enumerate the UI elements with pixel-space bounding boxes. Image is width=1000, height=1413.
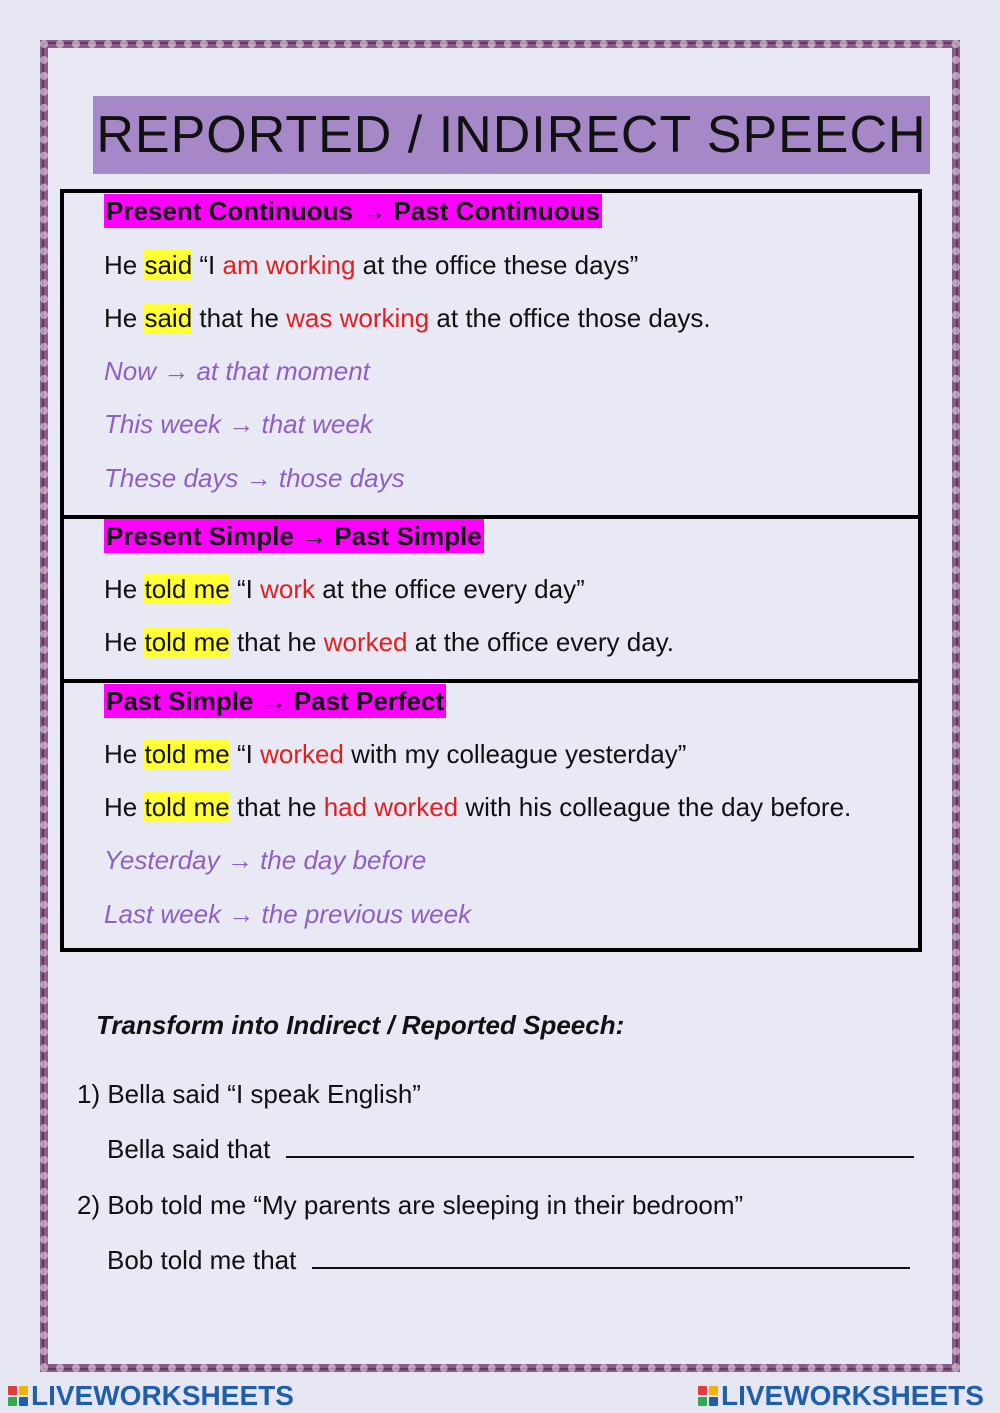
time-expression-note: Now → at that moment (104, 356, 370, 386)
reporting-verb: said (144, 250, 193, 280)
liveworksheets-logo-left[interactable]: LIVEWORKSHEETS (8, 1380, 294, 1412)
section-heading (104, 521, 484, 552)
liveworksheets-logo-right[interactable]: LIVEWORKSHEETS (698, 1380, 984, 1412)
reported-speech-example: He told me that he worked at the office every day. (104, 627, 674, 657)
time-expression-note: These days → those days (104, 463, 405, 493)
time-expression-note: This week → that week (104, 409, 373, 439)
exercise-question-2: 2) Bob told me “My parents are sleeping in their bedroom” (77, 1190, 744, 1220)
direct-speech-example: He told me “I work at the office every day” (104, 574, 585, 604)
answer-prefix: Bella said that (107, 1134, 271, 1164)
rule-heading: Present Continuous → Past Continuous (106, 196, 601, 226)
section-heading (104, 196, 602, 227)
liveworksheets-mark-icon (8, 1386, 28, 1406)
page-title (93, 96, 930, 174)
time-expression-note: Last week → the previous week (104, 899, 472, 929)
reporting-verb: told me (144, 574, 230, 604)
reporting-verb: told me (144, 739, 230, 769)
tense-verb: worked (260, 739, 344, 769)
exercise-answer-row-2 (107, 1245, 910, 1276)
exercise-answer-row-1 (107, 1134, 914, 1165)
reporting-verb: told me (144, 792, 230, 822)
rule-heading: Present Simple → Past Simple (106, 521, 482, 551)
reporting-verb: told me (144, 627, 230, 657)
time-expression-note: Yesterday → the day before (104, 845, 427, 875)
page-title-text: REPORTED / INDIRECT SPEECH (96, 106, 927, 164)
tense-verb: had worked (323, 792, 459, 822)
answer-blank-1[interactable] (286, 1134, 914, 1158)
tense-verb: worked (323, 627, 408, 657)
answer-prefix: Bob told me that (107, 1245, 297, 1275)
tense-verb: work (260, 574, 315, 604)
direct-speech-example: He said “I am working at the office these days” (104, 250, 639, 280)
tense-verb: was working (286, 303, 430, 333)
answer-blank-2[interactable] (312, 1245, 910, 1269)
direct-speech-example: He told me “I worked with my colleague yesterday” (104, 739, 687, 769)
reporting-verb: said (144, 303, 193, 333)
exercise-instruction: Transform into Indirect / Reported Speech: (96, 1010, 625, 1040)
reported-speech-example: He said that he was working at the office those days. (104, 303, 711, 333)
exercise-question-1: 1) Bella said “I speak English” (77, 1079, 421, 1109)
liveworksheets-mark-icon (698, 1386, 718, 1406)
rule-heading: Past Simple → Past Perfect (106, 686, 445, 716)
reported-speech-example: He told me that he had worked with his colleague the day before. (104, 792, 852, 822)
tense-verb: am working (222, 250, 356, 280)
section-heading (104, 686, 446, 717)
